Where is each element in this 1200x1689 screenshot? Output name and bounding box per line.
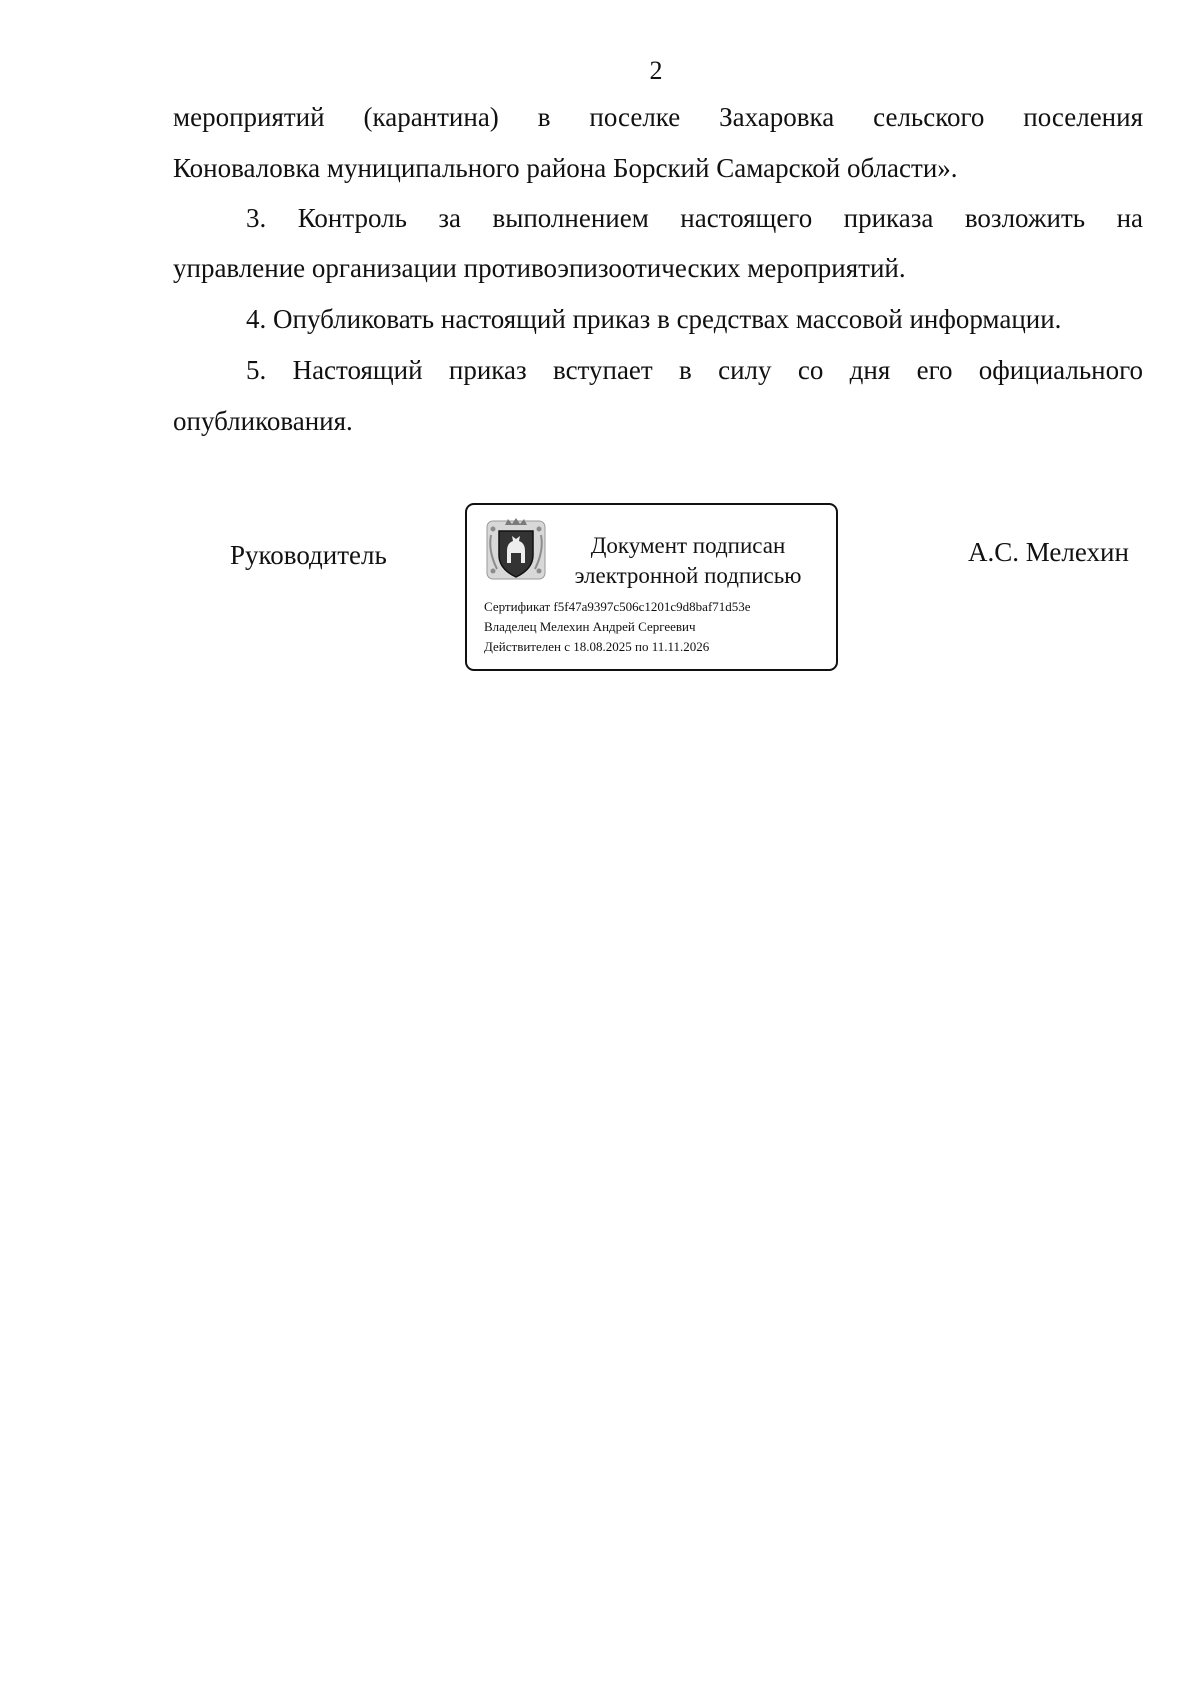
electronic-signature-stamp: [465, 503, 838, 671]
coat-of-arms-icon: [485, 517, 547, 583]
paragraph-continuation-line-1: мероприятий (карантина) в поселке Захаровка сельского поселения: [173, 102, 1143, 132]
page-number: 2: [649, 56, 663, 85]
stamp-title-line-2: электронной подписью: [574, 563, 802, 588]
stamp-certificate: Сертификат f5f47a9397c506c1201c9d8baf71d53e: [484, 599, 751, 614]
stamp-title: [553, 531, 823, 591]
paragraph-3-line-2: управление организации противоэпизоотических мероприятий.: [173, 253, 906, 283]
paragraph-4-line-1: 4. Опубликовать настоящий приказ в средствах массовой информации.: [246, 304, 1062, 334]
stamp-title-line-1: Документ подписан: [590, 533, 786, 558]
signature-role: Руководитель: [230, 540, 387, 570]
stamp-owner: Владелец Мелехин Андрей Сергеевич: [484, 619, 696, 634]
paragraph-5-line-2: опубликования.: [173, 406, 353, 436]
paragraph-3-line-1: 3. Контроль за выполнением настоящего приказа возложить на: [246, 203, 1143, 233]
paragraph-5-line-1: 5. Настоящий приказ вступает в силу со дня его официального: [246, 355, 1143, 385]
stamp-validity: Действителен с 18.08.2025 по 11.11.2026: [484, 639, 710, 654]
signatory-name: А.С. Мелехин: [968, 537, 1129, 567]
paragraph-continuation-line-2: Коноваловка муниципального района Борский Самарской области».: [173, 153, 958, 183]
